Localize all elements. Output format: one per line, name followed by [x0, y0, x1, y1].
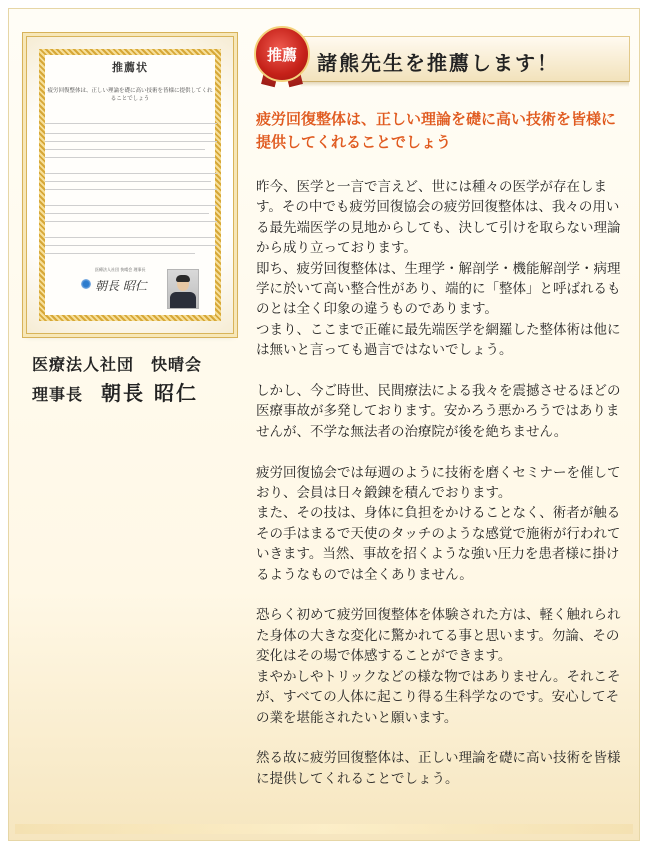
- recommendation-body: [256, 177, 628, 810]
- recommendation-banner: [300, 36, 630, 82]
- certificate-signature: 朝長 昭仁: [95, 279, 147, 293]
- banner-title: 諸熊先生を推薦します！: [317, 51, 559, 75]
- organization-name: 医療法人社団 快晴会: [32, 355, 203, 374]
- certificate-text-line: [45, 237, 215, 238]
- badge-label: 推薦: [266, 45, 297, 64]
- recommend-badge-icon: [254, 26, 310, 82]
- body-paragraph: しかし、今ご時世、民間療法による我々を震撼させるほどの医療事故が多発しております。安かろう悪かろうではありませんが、不学な無法者の治療院が後を絶ちません。: [256, 383, 621, 440]
- certificate-text-line: [45, 221, 217, 222]
- certificate-text-line: [45, 123, 217, 124]
- certificate-signature-block: [81, 267, 155, 311]
- certificate-text-line: [45, 189, 217, 190]
- certificate-text-line: [45, 205, 217, 206]
- certificate-text-line: [45, 133, 213, 134]
- certificate-text-line: [45, 157, 215, 158]
- clinic-logo-icon: [81, 279, 91, 289]
- body-paragraph: 恐らく初めて疲労回復整体を体験された方は、軽く触れられた身体の大きな変化に驚かれてる事と思います。勿論、その変化はその場で体感することができます。 まやかしやトリックなどの様な物ではありません。それこそが、すべての人体に起こり得る生科学なのです。安心してその業を堪能されたいと願います。: [256, 607, 621, 726]
- certificate-org-line: 医療法人社団 快晴会 理事長: [95, 267, 146, 272]
- body-paragraph: 昨今、医学と一言で言えど、世には種々の医学が存在します。その中でも疲労回復協会の疲労回復整体は、我々の用いる最先端医学の見地からしても、決して引けを取らない理論から成り立っております。 即ち、疲労回復整体は、生理学・解剖学・機能解剖学・病理学に於いて高い整合性があり、端的に「整体」と呼ばれるものとは全く印象の違うものであります。 つまり、ここまで正確に最先端医学を網羅した整体術は他には無いと言っても過言ではないでしょう。: [256, 179, 621, 359]
- certificate-text-line: [45, 245, 217, 246]
- certificate-text-line: [45, 181, 211, 182]
- certificate-text-line: [45, 141, 217, 142]
- director-caption: [32, 377, 198, 406]
- director-name: 朝長 昭仁: [101, 381, 198, 405]
- subheading: 疲労回復整体は、正しい理論を礎に高い技術を皆様に提供してくれることでしょう: [256, 110, 617, 151]
- certificate-title: 推薦状: [112, 61, 148, 74]
- body-paragraph: 疲労回復協会では毎週のように技術を磨くセミナーを催しており、会員は日々鍛錬を積んでおります。 また、その技は、身体に負担をかけることなく、術者が触るその手はまるで天使のタッチのような感覚で施術が行われていきます。当然、事故を招くような強い圧力を患者様に掛けるようなものでは全くありません。: [256, 464, 621, 583]
- body-paragraph: 然る故に疲労回復整体は、正しい理論を礎に高い技術を皆様に提供してくれることでしょう。: [256, 750, 621, 787]
- certificate-lead: 疲労回復整体は、正しい理論を礎に高い技術を皆様に提供してくれることでしょう: [47, 88, 213, 102]
- certificate-text-line: [45, 173, 217, 174]
- certificate-text-line: [45, 149, 205, 150]
- certificate-text-line: [45, 213, 209, 214]
- certificate-text-line: [45, 253, 195, 254]
- recommendation-certificate-image: [26, 36, 234, 334]
- director-portrait: [167, 269, 199, 309]
- director-role: 理事長: [32, 385, 84, 404]
